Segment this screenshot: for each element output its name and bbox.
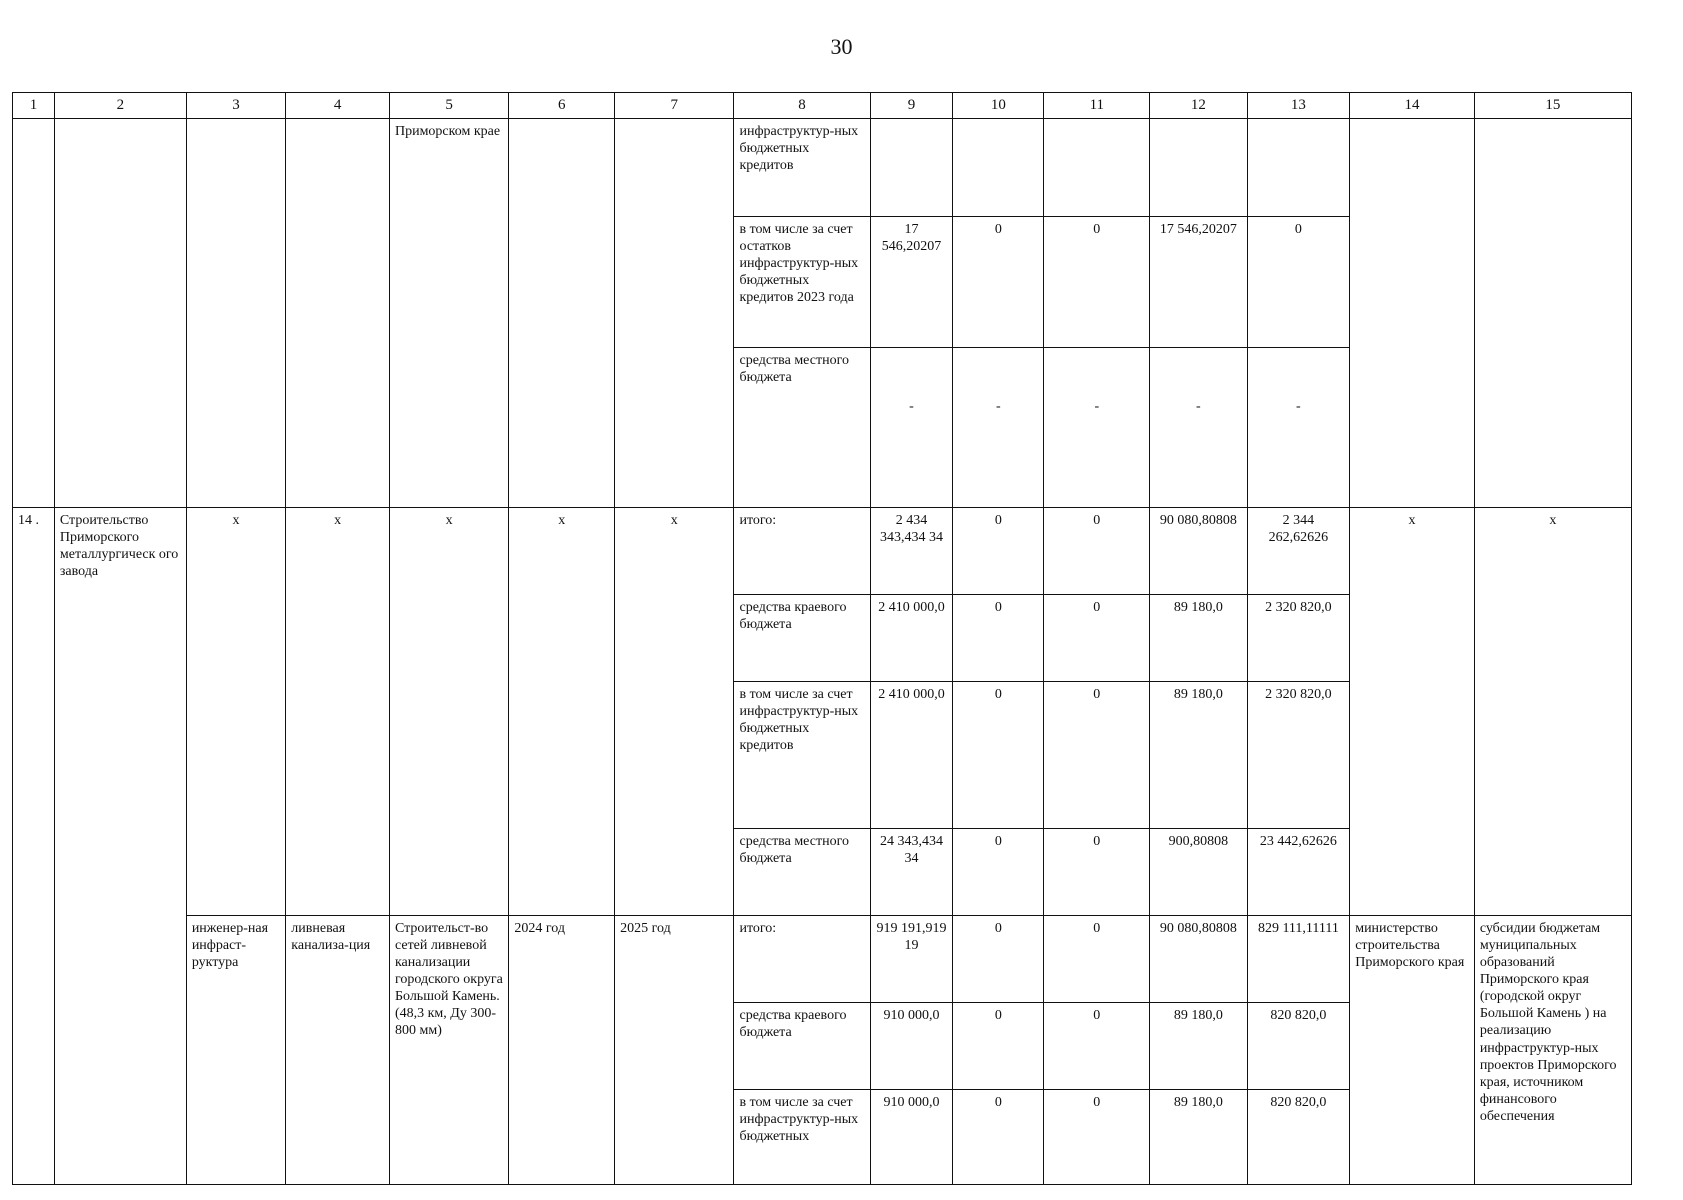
item14-row3-c11: 0 [1044, 682, 1150, 829]
cell-empty [1247, 119, 1350, 217]
sub-responsible: министерство строительства Приморского края [1350, 916, 1475, 1185]
prev-row1-label: инфраструктур-ных бюджетных кредитов [734, 119, 870, 217]
col-header-11: 11 [1044, 93, 1150, 119]
col-header-10: 10 [953, 93, 1044, 119]
sub-infrastructure-type: инженер-ная инфраст-руктура [186, 916, 285, 1185]
cell-x: x [615, 508, 734, 916]
sub-start-year: 2024 год [509, 916, 615, 1185]
cell-empty [1350, 119, 1475, 508]
col-header-7: 7 [615, 93, 734, 119]
sub-row2-label: средства краевого бюджета [734, 1003, 870, 1090]
sub-funding-note: субсидии бюджетам муниципальных образований Приморского края (городской округ Большой Камень ) на реализацию инфраструктур-ных проектов Приморского края, источником финансового обеспечения [1474, 916, 1631, 1185]
cell-empty [186, 119, 285, 508]
item14-row3-c9: 2 410 000,0 [870, 682, 953, 829]
sub-row1-c13: 829 111,11111 [1247, 916, 1350, 1003]
sub-row2-c9: 910 000,0 [870, 1003, 953, 1090]
item14-row2-label: средства краевого бюджета [734, 595, 870, 682]
cell-empty [1474, 119, 1631, 508]
item14-row1-label: итого: [734, 508, 870, 595]
sub-row3-c11: 0 [1044, 1090, 1150, 1185]
budget-table [12, 92, 1632, 1185]
col-header-6: 6 [509, 93, 615, 119]
item14-row4-c13: 23 442,62626 [1247, 829, 1350, 916]
prev-row2-c10: 0 [953, 217, 1044, 348]
table-row [13, 916, 1632, 1003]
item-name: Строительство Приморского металлургическ ого завода [54, 508, 186, 1185]
cell-empty [615, 119, 734, 508]
cell-x: x [509, 508, 615, 916]
item14-row1-c11: 0 [1044, 508, 1150, 595]
item14-row2-c11: 0 [1044, 595, 1150, 682]
sub-end-year: 2025 год [615, 916, 734, 1185]
col-header-2: 2 [54, 93, 186, 119]
cell-empty [870, 119, 953, 217]
col-header-1: 1 [13, 93, 55, 119]
item14-row4-c11: 0 [1044, 829, 1150, 916]
sub-row1-c11: 0 [1044, 916, 1150, 1003]
cell-empty [509, 119, 615, 508]
cell-empty [286, 119, 390, 508]
prev-row2-label: в том числе за счет остатков инфраструктур-ных бюджетных кредитов 2023 года [734, 217, 870, 348]
col-header-4: 4 [286, 93, 390, 119]
prev-row3-c13: - [1247, 348, 1350, 508]
item14-row4-label: средства местного бюджета [734, 829, 870, 916]
table-row [13, 508, 1632, 595]
item14-row4-c12: 900,80808 [1150, 829, 1247, 916]
sub-row1-c9: 919 191,919 19 [870, 916, 953, 1003]
item14-row3-label: в том числе за счет инфраструктур-ных бюджетных кредитов [734, 682, 870, 829]
prev-row3-c11: - [1044, 348, 1150, 508]
item14-row2-c9: 2 410 000,0 [870, 595, 953, 682]
col-header-9: 9 [870, 93, 953, 119]
cell-empty [1150, 119, 1247, 217]
item14-row3-c13: 2 320 820,0 [1247, 682, 1350, 829]
item14-row1-c13: 2 344 262,62626 [1247, 508, 1350, 595]
col-header-8: 8 [734, 93, 870, 119]
prev-row2-c13: 0 [1247, 217, 1350, 348]
item14-row1-c9: 2 434 343,434 34 [870, 508, 953, 595]
col-header-13: 13 [1247, 93, 1350, 119]
item14-row3-c12: 89 180,0 [1150, 682, 1247, 829]
prev-row3-c12: - [1150, 348, 1247, 508]
item14-row1-c10: 0 [953, 508, 1044, 595]
cell-empty [54, 119, 186, 508]
prev-row2-c12: 17 546,20207 [1150, 217, 1247, 348]
sub-object-type: ливневая канализа-ция [286, 916, 390, 1185]
item14-row2-c13: 2 320 820,0 [1247, 595, 1350, 682]
cell-x: x [286, 508, 390, 916]
prev-row2-c11: 0 [1044, 217, 1150, 348]
sub-row1-label: итого: [734, 916, 870, 1003]
col-header-3: 3 [186, 93, 285, 119]
prev-row2-c9: 17 546,20207 [870, 217, 953, 348]
item14-row2-c12: 89 180,0 [1150, 595, 1247, 682]
sub-row1-c12: 90 080,80808 [1150, 916, 1247, 1003]
item14-row4-c10: 0 [953, 829, 1044, 916]
col-header-5: 5 [389, 93, 508, 119]
prev-row3-c10: - [953, 348, 1044, 508]
item14-row1-c12: 90 080,80808 [1150, 508, 1247, 595]
table-row [13, 119, 1632, 217]
prev-location: Приморском крае [389, 119, 508, 508]
prev-row3-label: средства местного бюджета [734, 348, 870, 508]
sub-row3-c9: 910 000,0 [870, 1090, 953, 1185]
item14-row4-c9: 24 343,434 34 [870, 829, 953, 916]
sub-row2-c11: 0 [1044, 1003, 1150, 1090]
cell-x: x [389, 508, 508, 916]
col-header-14: 14 [1350, 93, 1475, 119]
cell-empty [13, 119, 55, 508]
sub-row2-c12: 89 180,0 [1150, 1003, 1247, 1090]
sub-description: Строительст-во сетей ливневой канализации городского округа Большой Камень. (48,3 км, Ду 300-800 мм) [389, 916, 508, 1185]
sub-row3-label: в том числе за счет инфраструктур-ных бюджетных [734, 1090, 870, 1185]
sub-row3-c10: 0 [953, 1090, 1044, 1185]
cell-x: x [1350, 508, 1475, 916]
cell-empty [1044, 119, 1150, 217]
sub-row1-c10: 0 [953, 916, 1044, 1003]
item14-row3-c10: 0 [953, 682, 1044, 829]
item14-row2-c10: 0 [953, 595, 1044, 682]
sub-row2-c10: 0 [953, 1003, 1044, 1090]
sub-row2-c13: 820 820,0 [1247, 1003, 1350, 1090]
header-row [13, 93, 1632, 119]
sub-row3-c12: 89 180,0 [1150, 1090, 1247, 1185]
prev-row3-c9: - [870, 348, 953, 508]
col-header-15: 15 [1474, 93, 1631, 119]
col-header-12: 12 [1150, 93, 1247, 119]
cell-empty [953, 119, 1044, 217]
cell-x: x [186, 508, 285, 916]
sub-row3-c13: 820 820,0 [1247, 1090, 1350, 1185]
item-number: 14 . [13, 508, 55, 1185]
page-number: 30 [830, 34, 853, 59]
cell-x: x [1474, 508, 1631, 916]
